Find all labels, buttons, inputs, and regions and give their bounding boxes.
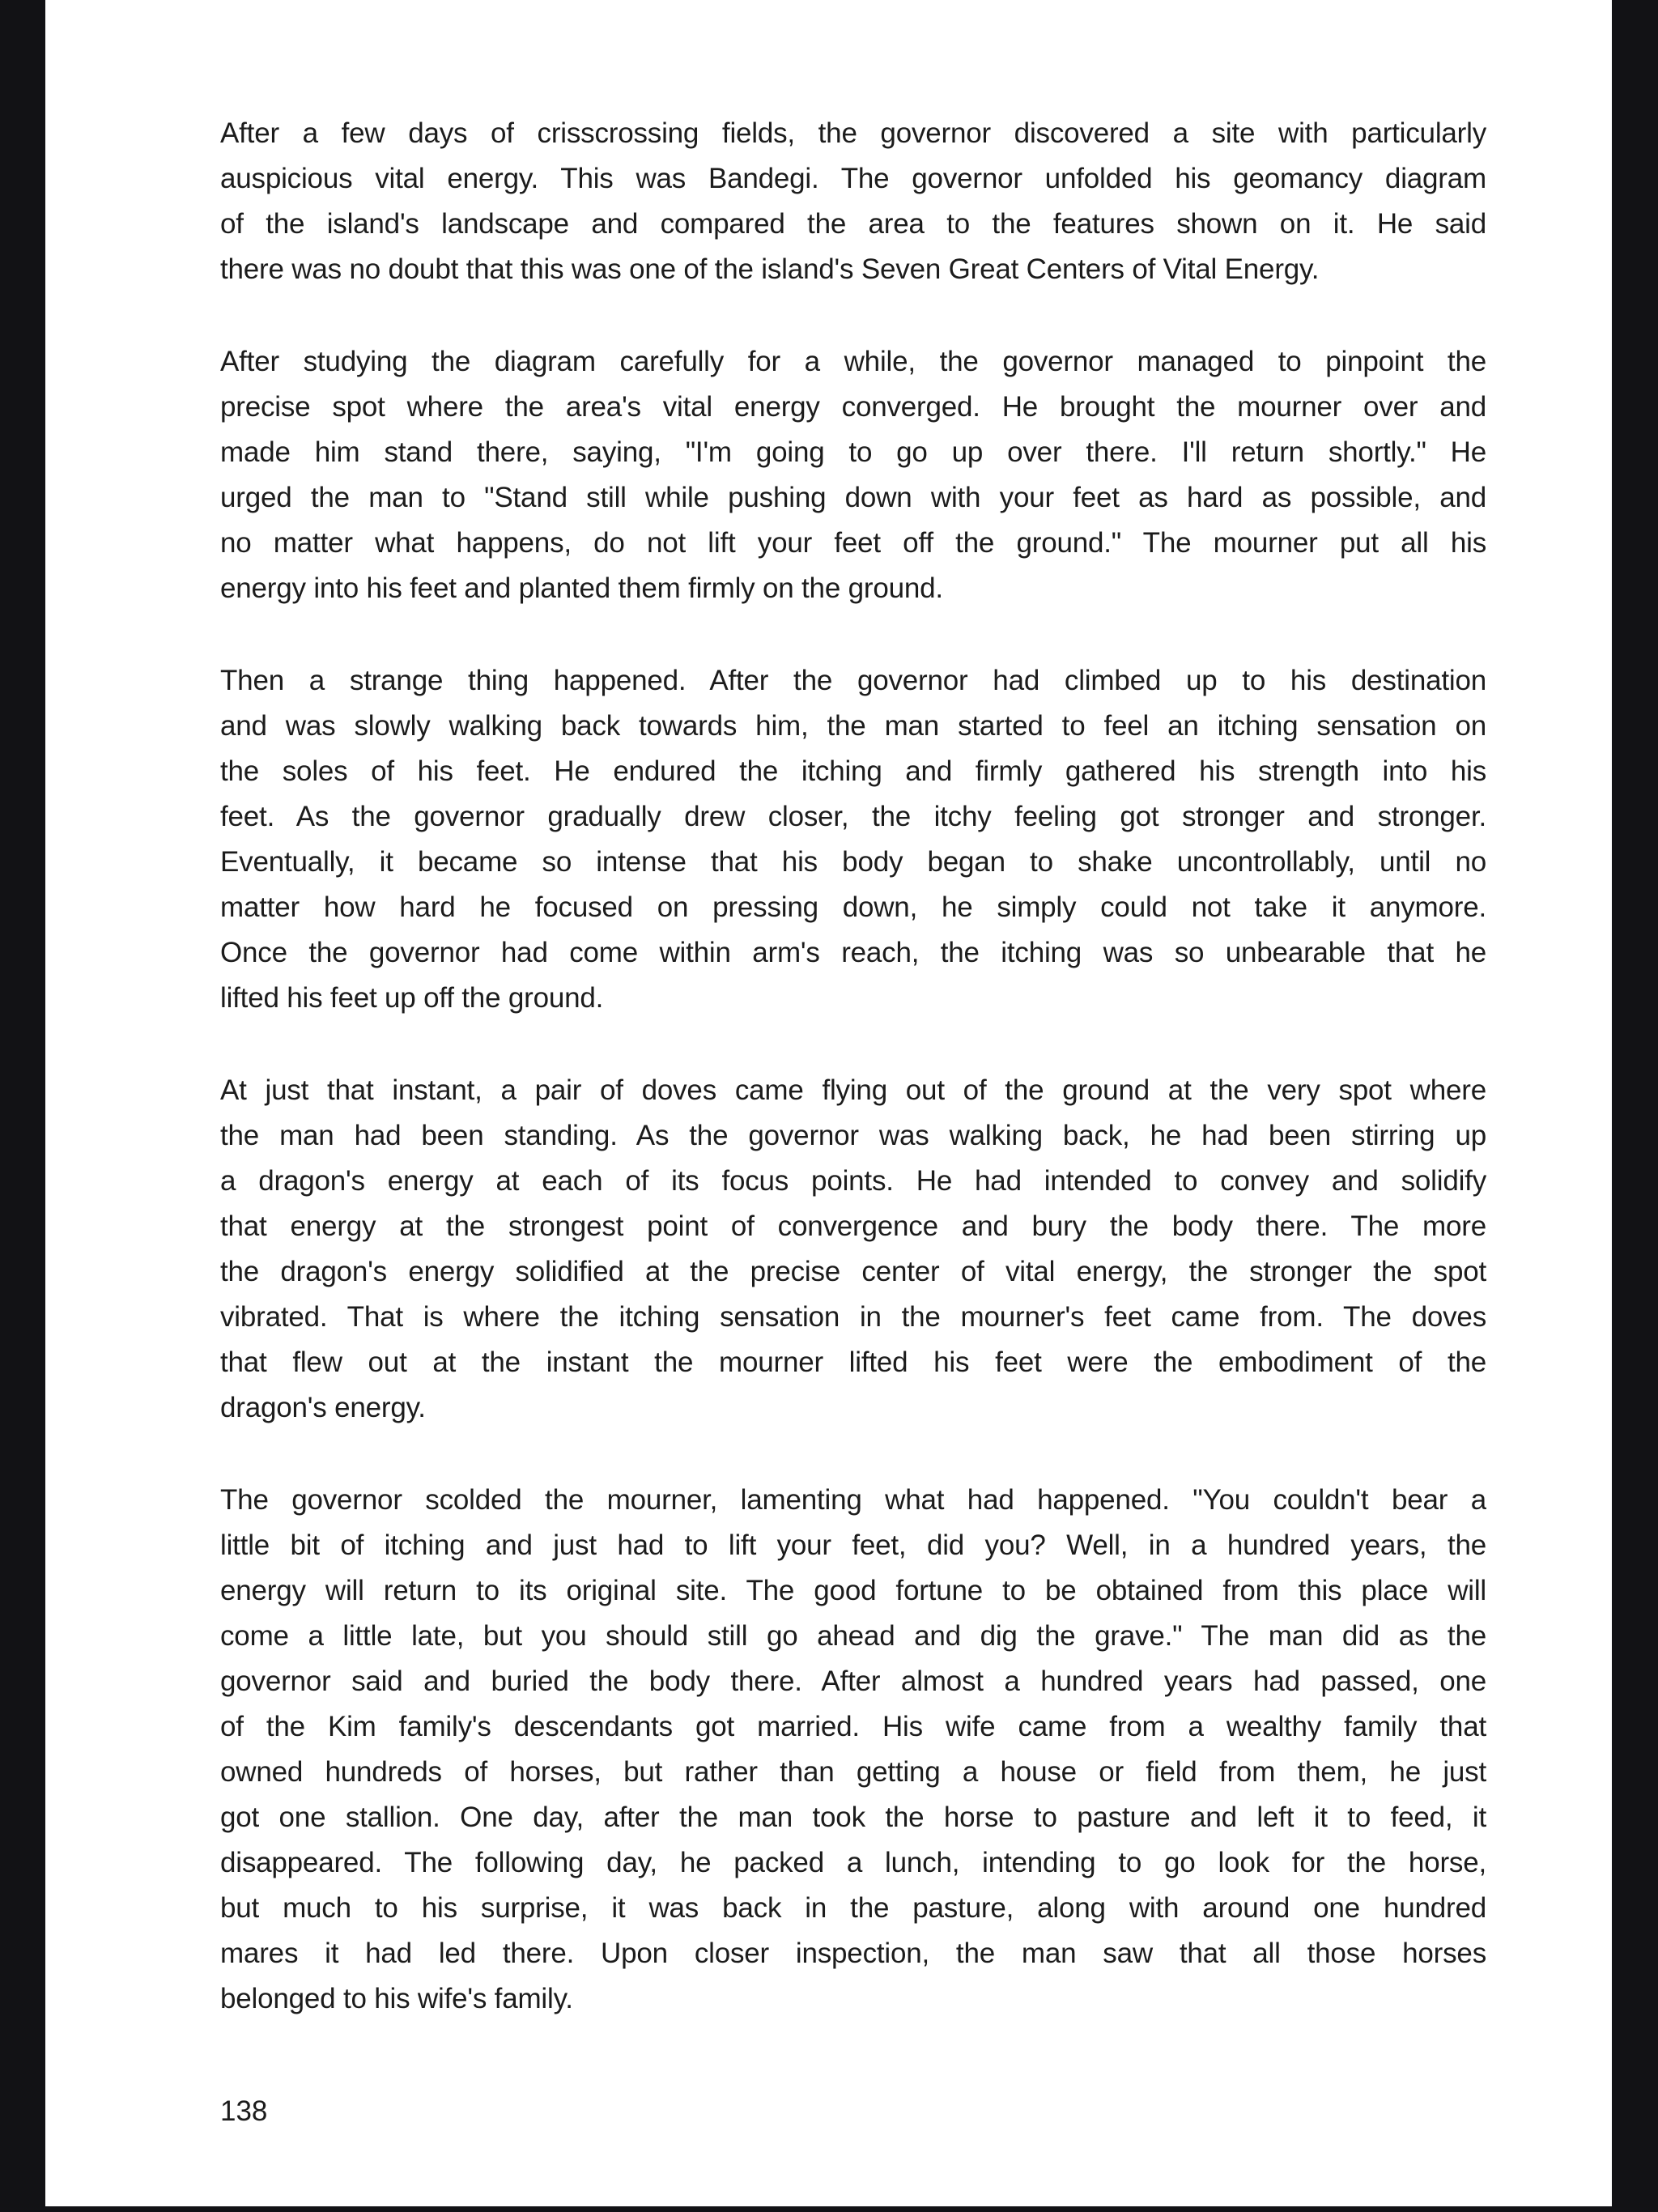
right-bezel <box>1612 0 1658 2212</box>
bottom-bezel <box>0 2206 1658 2212</box>
text-line: of the Kim family's descendants got married. His wife came from a wealthy family that <box>220 1711 1486 1742</box>
text-line: The governor scolded the mourner, lamenting what had happened. "You couldn't bear a <box>220 1484 1486 1516</box>
text-line: the soles of his feet. He endured the itching and firmly gathered his strength into his <box>220 755 1486 787</box>
paragraph <box>220 1478 1486 2022</box>
text-line: little bit of itching and just had to lift your feet, did you? Well, in a hundred years, the <box>220 1529 1486 1561</box>
text-line: vibrated. That is where the itching sensation in the mourner's feet came from. The doves <box>220 1301 1486 1333</box>
text-line: made him stand there, saying, "I'm going to go up over there. I'll return shortly." He <box>220 436 1486 468</box>
text-line: energy into his feet and planted them firmly on the ground. <box>220 572 943 604</box>
text-line: belonged to his wife's family. <box>220 1983 573 2014</box>
text-line: matter how hard he focused on pressing down, he simply could not take it anymore. <box>220 891 1486 923</box>
text-line: Eventually, it became so intense that his body began to shake uncontrollably, until no <box>220 846 1486 878</box>
text-line: mares it had led there. Upon closer inspection, the man saw that all those horses <box>220 1938 1486 1969</box>
page-number: 138 <box>220 2095 268 2127</box>
paragraph <box>220 339 1486 611</box>
text-line: urged the man to "Stand still while pushing down with your feet as hard as possible, and <box>220 482 1486 513</box>
page-surface[interactable] <box>45 0 1612 2206</box>
text-line: feet. As the governor gradually drew closer, the itchy feeling got stronger and stronger. <box>220 801 1486 832</box>
text-line: the man had been standing. As the governor was walking back, he had been stirring up <box>220 1120 1486 1151</box>
left-bezel <box>0 0 45 2212</box>
text-line: disappeared. The following day, he packed a lunch, intending to go look for the horse, <box>220 1847 1486 1878</box>
text-line: got one stallion. One day, after the man took the horse to pasture and left it to feed, it <box>220 1802 1486 1833</box>
text-line: that flew out at the instant the mourner lifted his feet were the embodiment of the <box>220 1346 1486 1378</box>
page-text <box>220 111 1486 2069</box>
text-line: there was no doubt that this was one of the island's Seven Great Centers of Vital Energy. <box>220 253 1320 285</box>
text-line: auspicious vital energy. This was Bandegi. The governor unfolded his geomancy diagram <box>220 163 1486 194</box>
text-line: After a few days of crisscrossing fields, the governor discovered a site with particularly <box>220 117 1486 149</box>
text-line: dragon's energy. <box>220 1392 426 1423</box>
text-line: but much to his surprise, it was back in the pasture, along with around one hundred <box>220 1892 1486 1924</box>
text-line: a dragon's energy at each of its focus points. He had intended to convey and solidify <box>220 1165 1486 1197</box>
text-line: Once the governor had come within arm's reach, the itching was so unbearable that he <box>220 937 1486 968</box>
text-line: Then a strange thing happened. After the governor had climbed up to his destination <box>220 665 1486 696</box>
text-line: that energy at the strongest point of convergence and bury the body there. The more <box>220 1210 1486 1242</box>
text-line: governor said and buried the body there. After almost a hundred years had passed, one <box>220 1665 1486 1697</box>
text-line: energy will return to its original site. The good fortune to be obtained from this place will <box>220 1575 1486 1606</box>
paragraph <box>220 111 1486 292</box>
text-line: of the island's landscape and compared the area to the features shown on it. He said <box>220 208 1486 240</box>
text-line: no matter what happens, do not lift your feet off the ground." The mourner put all his <box>220 527 1486 559</box>
text-line: owned hundreds of horses, but rather than getting a house or field from them, he just <box>220 1756 1486 1788</box>
paragraph <box>220 658 1486 1021</box>
text-line: lifted his feet up off the ground. <box>220 982 604 1014</box>
text-line: the dragon's energy solidified at the precise center of vital energy, the stronger the spot <box>220 1256 1486 1287</box>
text-line: come a little late, but you should still go ahead and dig the grave." The man did as the <box>220 1620 1486 1652</box>
text-line: precise spot where the area's vital energy converged. He brought the mourner over and <box>220 391 1486 423</box>
text-line: After studying the diagram carefully for a while, the governor managed to pinpoint the <box>220 346 1486 377</box>
text-line: At just that instant, a pair of doves came flying out of the ground at the very spot where <box>220 1074 1486 1106</box>
text-line: and was slowly walking back towards him, the man started to feel an itching sensation on <box>220 710 1486 742</box>
paragraph <box>220 1068 1486 1431</box>
